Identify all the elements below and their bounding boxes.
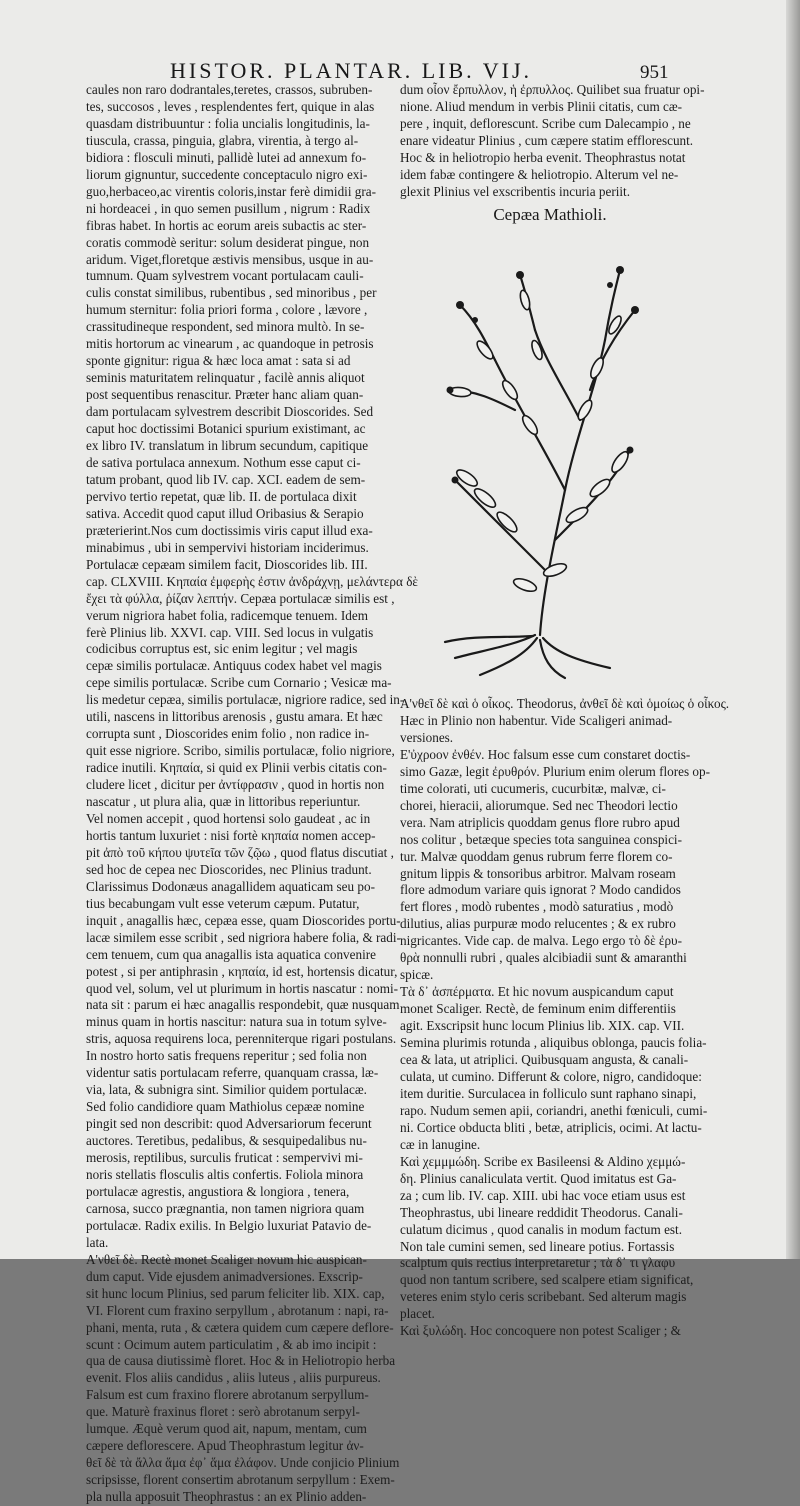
text-line: cea & lata, ut atriplici. Quibusquam angusta, & canali- [400,1052,689,1068]
text-line: phani, menta, ruta , & cætera quidem cum cæpere deflore- [86,1319,394,1335]
text-line: minus quam in hortis nascitur: natura sua in totum sylve- [86,1014,387,1030]
right-column-bottom [400,696,730,1340]
text-line: Sed folio candidiore quam Mathiolus cepææ nomine [86,1099,365,1115]
text-line: ni hordeacei , in quo semen pusillum , nigrum : Radix [86,200,371,216]
text-line: caules non raro dodrantales,teretes, crassos, subruben- [86,82,373,97]
text-line: dam portulacam sylvestrem describit Dioscorides. Sed [86,404,374,420]
text-line: Falsum est cum fraxino florere abrotanum serpyllum- [86,1387,369,1403]
text-line: sponte gignitur: rigua & hæc loca amat : sata si ad [86,353,351,369]
text-line: Α'νθεῖ δὲ καὶ ὁ οἶκος. Theodorus, ἀνθεῖ δὲ καὶ ὁμοίως ὁ οἶκος. [400,696,730,711]
text-line: tius becabungam vult esse veterum cæpum. Putatur, [86,895,360,911]
text-line: Portulacæ cepæam similem facit, Dioscorides lib. III. [86,556,368,572]
text-line: liorum gignuntur, succedente conceptaculo nigro exi- [86,166,368,182]
text-line: stris, aquosa requirens loca, perenniterque rigari postulans. [86,1031,397,1047]
running-title: HISTOR. PLANTAR. LIB. VIJ. [170,58,533,83]
text-line: θρὰ nonnulli rubri , quales alcibiadii sunt & amaranthi [400,950,687,966]
text-line: tatum probant, quod lib IV. cap. XCI. eadem de sem- [86,471,366,487]
text-line: Α'νθεῖ δὲ. Rectè monet Scaliger novum hic auspican- [86,1251,367,1267]
text-line: nigricantes. Vide cap. de malva. Lego ergo τὸ δὲ ἐρυ- [400,933,682,949]
text-line: Hæc in Plinio non habentur. Vide Scaligeri animad- [400,712,673,728]
text-line: crassitudineque respondent, sed minora multò. In se- [86,319,365,335]
text-line: sed hoc de cepea nec Dioscorides, nec Plinius tradunt. [86,861,372,877]
text-line: pervivo tertio repetat, quæ lib. II. de portulaca dixit [86,488,357,504]
text-line: lata. [86,1234,109,1250]
text-line: pla nulla apposuit Theophrastus : an ex Plinio adden- [86,1489,367,1505]
text-line: culatum dicimus , quod canalis in modum factum est. [400,1221,683,1237]
text-line: ἔχει τὰ φύλλα, ῥίζαν λεπτήν. Cepæa portulacæ similis est , [86,590,395,606]
text-line: ex libro IV. translatum in librum secundum, capitique [86,438,369,454]
text-line: vera. Nam atriplicis quoddam genus flore rubro apud [400,814,680,830]
text-line: pere , inquit, deflorescunt. Scribe cum Dalecampio , ne [400,115,691,131]
text-line: inquit , anagallis hæc, cepæa esse, quam Dioscorides portu- [86,912,401,928]
text-line: Ε'ὐχροον ἐνθέν. Hoc falsum esse cum constaret doctis- [400,746,691,762]
text-line: VI. Florent cum fraxino serpyllum , abrotanum : napi, ra- [86,1302,389,1318]
text-line: que. Maturè fraxinus floret : serò abrotanum serpyl- [86,1404,360,1420]
text-line: quasdam distribuuntur : folia uncialis longitudinis, la- [86,115,370,131]
text-line: Vel nomen accepit , quod hortensi solo gaudeat , ac in [86,810,371,826]
text-line: Hoc & in heliotropio herba evenit. Theophrastus notat [400,149,686,165]
text-line: dilutius, alias purpuræ modo relucentes ; & ex rubro [400,916,676,932]
text-line: Τὰ δ᾽ ἀσπέρματα. Et hic novum auspicandum caput [400,984,674,1000]
text-line: tes, succosos , leves , resplendentes fert, quique in alas [86,98,375,114]
text-line: tumnum. Quam sylvestrem vocant portulacam cauli- [86,268,364,284]
text-line: guo,herbaceo,ac virentis coloris,instar ferè dimidii gra- [86,183,377,199]
text-line: lis medetur cepæa, similis portulacæ, nigriore radice, sed in- [86,692,405,708]
text-line: noris stellatis flosculis altis confertis. Foliola minora [86,1167,364,1182]
woodcut-plant-illustration-icon [425,240,645,680]
text-line: nione. Aliud mendum in verbis Plinii citatis, cum cæ- [400,98,683,114]
text-line: portulacæ. Radix exilis. In Belgio luxuriat Patavio de- [86,1217,372,1233]
text-line: quod vel, solum, vel ut plurimum in hortis nascatur : nomi- [86,980,399,996]
text-line: merosis, reptilibus, surculis fruticat : sempervivi mi- [86,1150,363,1166]
text-line: Non tale cumini semen, sed lineare potius. Fortassis [400,1238,675,1254]
text-line: lacæ similem esse scribit , sed nigriora habere folia, & radi- [86,929,401,945]
text-line: corrupta sunt , Dioscorides enim folio , non radice in- [86,726,370,742]
text-line: bidiora : flosculi minuti, pallidè lutei ad annexum fo- [86,149,367,165]
page-edge-shadow [786,0,800,1259]
text-line: idem fabæ contingere & heliotropio. Alterum vel ne- [400,166,679,182]
text-line: glexit Plinius vel exscribentis incuria periit. [400,183,631,199]
text-line: seminis maturitatem relinquatur , facilè annis aliquot [86,370,365,386]
text-line: Καὶ χεμμμώδη. Scribe ex Basileensi & Aldino χεμμώ- [400,1153,686,1169]
text-line: præterierint.Nos cum doctissimis viris caput illud exa- [86,522,373,538]
text-line: item duritie. Surculacea in folliculo sunt raphano sinapi, [400,1085,697,1101]
text-line: evenit. Flos aliis candidus , aliis luteus , aliis purpureus. [86,1370,381,1386]
text-line: enare videatur Plinius , cum cæpere statim efflorescunt. [400,132,694,148]
text-line: veteres enim stylo ceris scribebant. Sed alterum magis [400,1289,687,1305]
text-line: tur. Malvæ quoddam genus rubrum ferre florem co- [400,848,673,864]
text-line: quit esse nigriore. Scribo, similis portulacæ, folio nigriore, [86,743,395,759]
text-line: agit. Exscripsit hunc locum Plinius lib. XIX. cap. VII. [400,1018,685,1034]
text-line: cem tenuem, cum qua anagallis ista aquatica convenire [86,946,377,962]
text-line: Theophrastus, ubi lineare reddidit Theodorus. Canali- [400,1204,683,1220]
text-line: scunt : Ocimum autem particulatim , & ab imo incipit : [86,1336,377,1352]
text-line: post sequentibus renascitur. Præter hanc aliam quan- [86,387,364,403]
text-line: pingit sed non describit: quod Adversariorum fecerunt [86,1116,372,1132]
text-line: dum οἷον ἔρπυλλον, ἡ ἐρπυλλος. Quilibet sua fruatur opi- [400,82,705,97]
text-line: chorei, hieracii, aliorumque. Sed nec Theodori lectio [400,797,678,813]
text-line: versiones. [400,729,454,745]
text-line: dum caput. Vide ejusdem animadversiones. Exscrip- [86,1268,363,1284]
text-line: utili, nascens in littoribus arenosis , gustu amara. Et hæc [86,709,383,725]
text-line: aridum. Viget,floretque æstivis mensibus, usque in au- [86,251,374,267]
text-line: caput hoc doctissimi Botanici spurium existimant, ac [86,421,366,437]
text-line: nascatur , ut plura alia, quæ in littoribus reperiuntur. [86,794,361,810]
text-line: cepæ similis portulacæ. Antiquus codex habet vel magis [86,658,382,674]
text-line: via, lata, & subnigra sint. Similior quidem portulacæ. [86,1082,367,1098]
text-line: fibras habet. In hortis ac eorum areis subactis ac ster- [86,217,367,233]
text-line: de sativa portulaca annexum. Nothum esse caput ci- [86,454,361,470]
text-line: mitis hortorum ac vinearum , ac quandoque in petrosis [86,336,374,352]
text-line: ni. Cortice obducta bliti , betæ, atriplicis, ocimi. At lactu- [400,1119,702,1135]
text-line: lumque. Æquè verum quod ait, napum, mentam, cum [86,1421,367,1437]
text-line: coratis commodè seritur: solum desiderat pingue, non [86,234,370,250]
text-line: sativa. Accedit quod caput illud Oribasius & Serapio [86,505,364,521]
text-line: humum sternitur: folia priori forma , colore , lævore , [86,302,368,318]
text-line: minabimus , ubi in sempervivi historiam inciderimus. [86,539,369,555]
text-line: tiuscula, crassa, pinguia, glabra, virentia, à tergo al- [86,132,359,148]
text-line: monet Scaliger. Rectè, de feminum enim differentiis [400,1001,676,1017]
text-line: sit hunc locum Plinius, sed parum feliciter lib. XIX. cap, [86,1285,385,1301]
text-line: scripsisse, florent consertim abrotanum serpyllum : Exem- [86,1472,395,1488]
page-number: 951 [640,62,669,83]
text-line: potest , si per antiphrasin , κηπαία, id est, hortensis dicatur, [86,963,398,979]
text-line: gnitum lippis & tonsoribus arbitror. Malvam roseam [400,865,676,881]
text-line: culis constat similibus, rubentibus , sed minoribus , per [86,285,377,301]
text-line: Semina plurimis rotunda , aliquibus oblonga, paucis folia- [400,1035,707,1051]
text-line: cæ in lanugine. [400,1136,481,1152]
text-line: quod non tantum scribere, sed scalpere etiam significat, [400,1272,694,1288]
text-line: flore admodum variare quis ignorat ? Modo candidos [400,882,681,898]
text-line: placet. [400,1306,435,1322]
text-line: spicæ. [400,967,434,983]
text-line: time colorati, uti cucumeris, cucurbitæ, malvæ, ci- [400,780,666,796]
text-line: ferè Plinius lib. XXVI. cap. VIII. Sed locus in vulgatis [86,624,374,640]
text-line: pit ἀπὸ τοῦ κήπου ψυτεῖα τῶν ζῷω , quod flatus discutiat , [86,844,394,860]
text-line: auctores. Teretibus, pedalibus, & sesquipedalibus nu- [86,1133,367,1149]
text-line: carnosa, succo prægnantia, non tamen nigriora quam [86,1200,365,1216]
text-line: δη. Plinius canaliculata vertit. Quod imitatus est Ga- [400,1170,677,1186]
text-line: cap. CLXVIII. Κηπαία ἐμφερὴς ἐστιν ἀνδράχνῃ, μελάντερα δὲ [86,573,418,589]
text-line: portulacæ agrestis, angustiora & longiora , tenera, [86,1183,350,1199]
text-line: culata, ut cumino. Differunt & colore, nigro, candidoque: [400,1068,702,1084]
right-column-top [400,82,705,201]
text-line: In nostro horto satis frequens reperitur ; sed folia non [86,1048,367,1064]
text-line: qua de causa diutissimè floret. Hoc & in Heliotropio herba [86,1353,396,1369]
text-line: verum nigriora habet folia, radicemque tenuem. Idem [86,607,368,623]
text-line: nata sit : parum ei hæc anagallis respondebit, quæ nusquam [86,997,400,1013]
text-line: Clarissimus Dodonæus anagallidem aquaticam seu po- [86,878,375,894]
text-line: videntur satis portulacam referre, quanquam crassa, læ- [86,1065,379,1081]
text-line: radice inutili. Κηπαία, si quid ex Plinii verbis citatis con- [86,760,387,776]
text-line: simo Gazæ, legit ἐρυθρόν. Plurium enim olerum flores op- [400,763,711,779]
text-line: rapo. Nudum semen apii, coriandri, anethi fœniculi, cumi- [400,1102,708,1118]
text-line: codicibus corruptus est, sic enim legitur ; vel magis [86,641,358,657]
text-line: nos colitur , betæque species tota sanguinea conspici- [400,831,682,847]
text-line: θεῖ δὲ τὰ ἄλλα ἅμα ἐφ᾽ ἅμα ἐλάφον. Unde conjicio Plinium [86,1455,400,1471]
text-line: cepe similis portulacæ. Scribe cum Cornario ; Vesicæ ma- [86,675,392,691]
text-line: fert flores , modò rubentes , modò saturatius , modò [400,899,674,915]
text-line: cæpere deflorescere. Apud Theophrastum legitur ἀν- [86,1438,364,1454]
text-line: za ; cum lib. IV. cap. XIII. ubi hac voce etiam usus est [400,1187,686,1203]
text-line: Καὶ ξυλώδη. Hoc concoquere non potest Scaliger ; & [400,1323,681,1339]
text-line: scalptum quis rectius interpretaretur ; τὰ δ᾽ τι γλαφυ [400,1255,676,1271]
text-line: cludere licet , dicitur per ἀντίφρασιν , quod in hortis non [86,777,385,793]
text-line: hortis tantum luxuriet : nisi fortè κηπαία nomen accep- [86,827,376,843]
figure-caption: Cepæa Mathioli. [493,205,607,224]
